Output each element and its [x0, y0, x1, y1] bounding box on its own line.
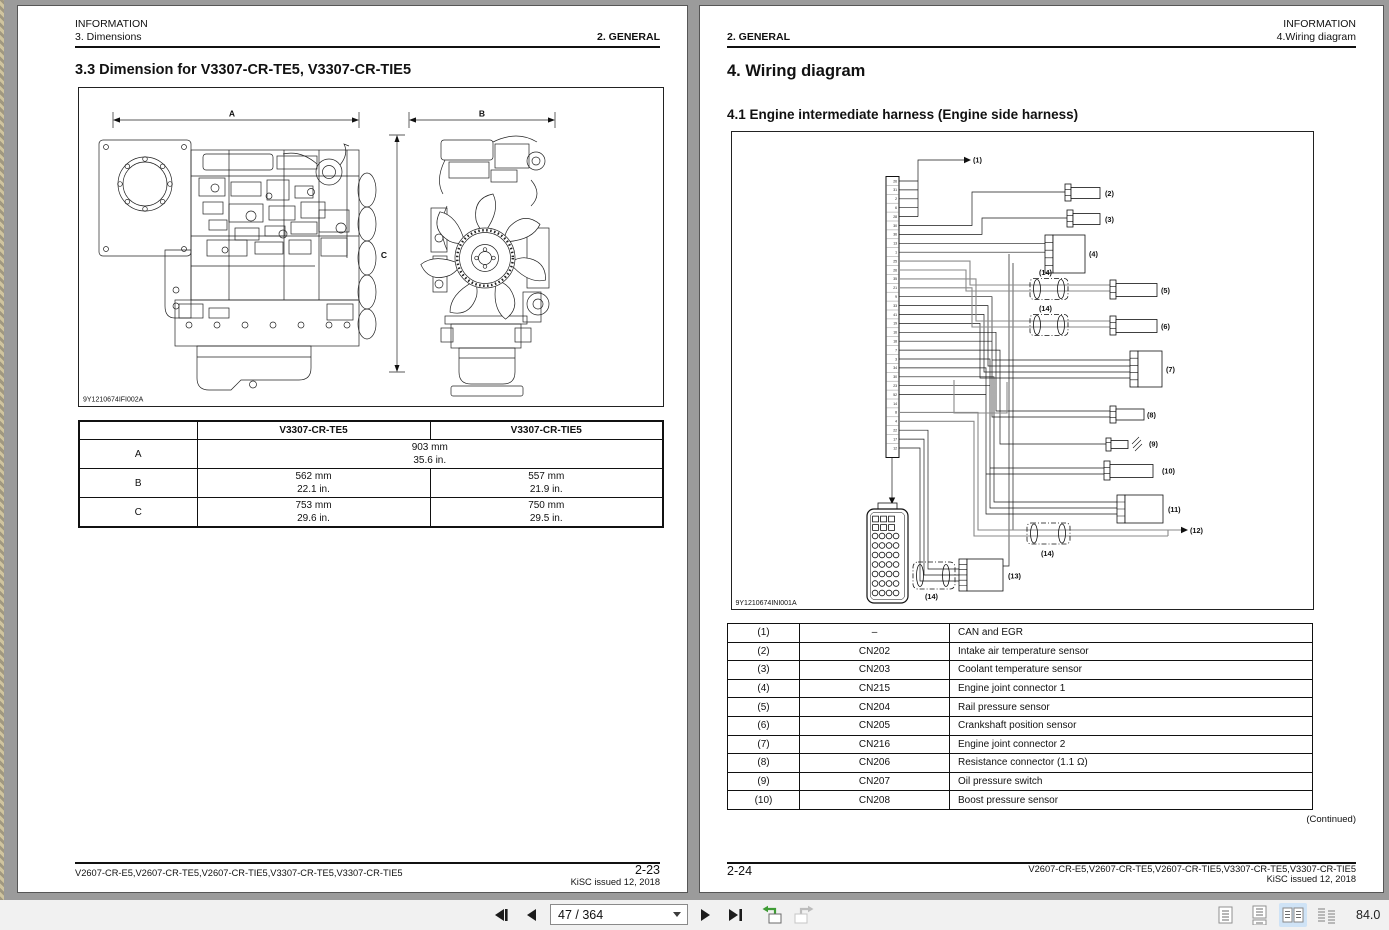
- strip-pin: 25: [893, 259, 897, 264]
- conn-no: (3): [728, 661, 800, 680]
- shield-sleeves: [913, 279, 1070, 590]
- chevron-down-icon[interactable]: [673, 912, 681, 917]
- conn-desc: Engine joint connector 1: [950, 679, 1313, 698]
- header-tie5-cell: V3307-CR-TIE5: [430, 421, 663, 440]
- row-b-label: B: [79, 469, 197, 498]
- wiring-label-12: (12): [1190, 526, 1203, 535]
- two-page-continuous-view-icon: [1315, 905, 1339, 925]
- conn-no: (10): [728, 791, 800, 810]
- table-row: [728, 642, 1313, 661]
- connector-table: [727, 623, 1313, 810]
- conn-no: (5): [728, 698, 800, 717]
- footer-page-number: 2-24: [727, 864, 753, 878]
- strip-pin: 1: [895, 250, 897, 255]
- strip-pin: 26: [893, 268, 897, 273]
- figure-code: 9Y1210674INI001A: [735, 600, 797, 607]
- wiring-label-10: (10): [1162, 466, 1175, 476]
- strip-pin: 22: [893, 428, 897, 433]
- desktop-edge-strip: [0, 0, 4, 930]
- pdf-viewer-toolbar: [0, 900, 1389, 930]
- conn-desc: Intake air temperature sensor: [950, 642, 1313, 661]
- strip-pin: 34: [893, 366, 897, 371]
- conn-id: CN203: [800, 661, 950, 680]
- table-row: [728, 716, 1313, 735]
- last-page-icon: [727, 908, 745, 922]
- strip-pin: 19: [893, 321, 897, 326]
- conn-id: CN202: [800, 642, 950, 661]
- conn-desc: Boost pressure sensor: [950, 791, 1313, 810]
- table-row: [728, 661, 1313, 680]
- strip-pin: 18: [893, 339, 897, 344]
- strip-pin: 13: [893, 241, 897, 246]
- two-page-view-button[interactable]: [1279, 903, 1307, 927]
- conn-desc: Engine joint connector 2: [950, 735, 1313, 754]
- wiring-label-5: (5): [1161, 286, 1170, 295]
- two-page-continuous-view-button[interactable]: [1313, 903, 1341, 927]
- strip-pin: 35: [893, 277, 897, 282]
- running-header-left: 2. GENERAL: [727, 31, 791, 43]
- row-b-te5-inch: 22.1 in.: [297, 484, 330, 495]
- single-page-view-button[interactable]: [1211, 903, 1239, 927]
- wiring-label-14b: (14): [1039, 304, 1052, 313]
- multipin-connector: [867, 503, 908, 603]
- header-info-label: INFORMATION: [75, 18, 148, 30]
- conn-id: CN204: [800, 698, 950, 717]
- pdf-page-left: [17, 5, 688, 893]
- conn-id: CN216: [800, 735, 950, 754]
- strip-pin: 36: [893, 232, 897, 237]
- conn-no: (8): [728, 754, 800, 773]
- strip-pin: 14: [893, 401, 897, 406]
- header-rule: [75, 46, 660, 48]
- previous-view-button[interactable]: [758, 905, 786, 925]
- header-info-label: INFORMATION: [1283, 18, 1356, 30]
- row-c-tie5-inch: 29.5 in.: [529, 513, 563, 524]
- wiring-label-3: (3): [1105, 215, 1114, 224]
- wiring-label-14a: (14): [1039, 268, 1052, 277]
- zoom-level-value[interactable]: 84.0: [1356, 908, 1381, 922]
- page-number-input[interactable]: [550, 904, 688, 925]
- wiring-label-14d: (14): [925, 592, 938, 601]
- row-b-te5-mm: 562 mm: [295, 471, 332, 482]
- row-a-inch: 35.6 in.: [413, 455, 447, 466]
- dim-label-c: C: [380, 250, 388, 260]
- wiring-label-11: (11): [1168, 505, 1181, 514]
- row-c-te5-inch: 29.6 in.: [297, 513, 330, 524]
- header-section-label: 3. Dimensions: [75, 31, 142, 43]
- row-c-label: C: [79, 498, 197, 528]
- figure-code: 9Y1210674IFI002A: [83, 396, 144, 404]
- wiring-label-8: (8): [1147, 410, 1156, 420]
- dim-label-b: B: [478, 108, 486, 119]
- wiring-label-13: (13): [1008, 571, 1021, 581]
- row-a-label: A: [79, 440, 197, 469]
- conn-desc: Coolant temperature sensor: [950, 661, 1313, 680]
- dimension-table: [78, 420, 664, 528]
- dimension-figure-box: [78, 87, 664, 407]
- conn-id: CN208: [800, 791, 950, 810]
- header-te5-cell: V3307-CR-TE5: [197, 421, 430, 440]
- conn-no: (7): [728, 735, 800, 754]
- table-header-row: [79, 421, 663, 440]
- row-b-te5: [197, 469, 430, 498]
- arrowhead-1: [964, 157, 971, 163]
- table-row: [728, 754, 1313, 773]
- footer-issued: KiSC issued 12, 2018: [1266, 874, 1356, 884]
- row-b-tie5: [430, 469, 663, 498]
- conn-no: (1): [728, 624, 800, 643]
- conn-id: –: [800, 624, 950, 643]
- conn-no: (9): [728, 772, 800, 791]
- two-page-view-icon: [1281, 905, 1305, 925]
- next-view-button[interactable]: [790, 905, 818, 925]
- conn-desc: Crankshaft position sensor: [950, 716, 1313, 735]
- row-b-tie5-mm: 557 mm: [528, 471, 565, 482]
- running-header-left: [75, 18, 148, 44]
- table-row: [728, 698, 1313, 717]
- row-c-tie5: [430, 498, 663, 528]
- strip-pin: 3: [895, 357, 897, 362]
- conn-desc: Resistance connector (1.1 Ω): [950, 754, 1313, 773]
- table-row: [728, 735, 1313, 754]
- row-c-te5: [197, 498, 430, 528]
- arrowhead-12: [1181, 527, 1188, 533]
- first-page-icon: [492, 908, 510, 922]
- table-row: [728, 791, 1313, 810]
- first-page-button[interactable]: [489, 905, 513, 925]
- page-title: 3.3 Dimension for V3307-CR-TE5, V3307-CR-TIE5: [75, 62, 412, 78]
- strip-pin: 6: [895, 206, 897, 210]
- table-row: [728, 772, 1313, 791]
- strip-pin: 8: [895, 410, 897, 415]
- strip-pin: 28: [893, 214, 897, 219]
- footer-page-number: 2-23: [634, 863, 660, 877]
- footer-models: V2607-CR-E5,V2607-CR-TE5,V2607-CR-TIE5,V3307-CR-TE5,V3307-CR-TIE5: [1028, 864, 1356, 874]
- row-c-te5-mm: 753 mm: [295, 500, 332, 511]
- conn-id: CN207: [800, 772, 950, 791]
- connector-pin-dividers: [882, 190, 1142, 586]
- running-header-right: 2. GENERAL: [596, 31, 660, 43]
- header-section-label: 4.Wiring diagram: [1276, 31, 1356, 43]
- row-a-mm: 903 mm: [411, 442, 448, 453]
- wiring-label-14c: (14): [1041, 549, 1054, 558]
- wiring-label-1: (1): [973, 155, 982, 165]
- page-number-value: 47 / 364: [558, 907, 604, 922]
- dim-label-a: A: [228, 108, 236, 119]
- continuous-view-button[interactable]: [1245, 903, 1273, 927]
- strip-pin: 12: [893, 446, 897, 451]
- strip-pin: 52: [893, 392, 897, 397]
- header-blank-cell: [79, 421, 197, 440]
- table-row-c: [79, 498, 663, 528]
- continued-note: (Continued): [1306, 814, 1356, 825]
- footer-right: [571, 863, 660, 887]
- wiring-label-7: (7): [1166, 365, 1175, 374]
- next-view-icon: [791, 905, 817, 925]
- table-row: [728, 624, 1313, 643]
- wiring-figure-box: [731, 131, 1314, 610]
- strip-pin: 26: [893, 179, 897, 184]
- strip-pin: 30: [893, 375, 897, 380]
- conn-desc: Rail pressure sensor: [950, 698, 1313, 717]
- strip-pin: 2: [895, 197, 897, 202]
- footer-issued: KiSC issued 12, 2018: [570, 877, 660, 887]
- table-row: [728, 679, 1313, 698]
- row-a-value: [197, 440, 663, 469]
- wiring-label-4: (4): [1089, 249, 1098, 259]
- previous-page-icon: [523, 908, 539, 922]
- strip-pin: 17: [893, 437, 897, 442]
- strip-pin: 31: [893, 188, 897, 193]
- wiring-diagram-figure: [732, 132, 1313, 609]
- next-page-icon: [698, 908, 714, 922]
- previous-view-icon: [759, 905, 785, 925]
- wiring-label-6: (6): [1161, 322, 1170, 331]
- row-b-tie5-inch: 21.9 in.: [529, 484, 563, 495]
- conn-desc: CAN and EGR: [950, 624, 1313, 643]
- strip-pin: 30: [893, 223, 897, 228]
- running-header-right: [1277, 18, 1356, 44]
- conn-no: (4): [728, 679, 800, 698]
- row-c-tie5-mm: 750 mm: [528, 500, 565, 511]
- strip-pin: 4: [895, 419, 897, 424]
- strip-pin: 41: [893, 312, 897, 317]
- strip-pin: 23: [893, 384, 897, 388]
- table-row-a: [79, 440, 663, 469]
- last-page-button[interactable]: [724, 905, 748, 925]
- conn-no: (2): [728, 642, 800, 661]
- conn-id: CN205: [800, 716, 950, 735]
- next-page-button[interactable]: [694, 905, 718, 925]
- strip-pin: 7: [895, 348, 897, 353]
- pdf-page-right: [699, 5, 1384, 893]
- strip-pin: 16: [893, 330, 897, 335]
- section-title: 4.1 Engine intermediate harness (Engine side harness): [727, 107, 1079, 122]
- engine-dimension-figure: [79, 88, 663, 406]
- wiring-label-2: (2): [1105, 189, 1114, 198]
- wiring-label-9: (9): [1149, 439, 1158, 449]
- conn-id: CN215: [800, 679, 950, 698]
- strip-pin: 33: [893, 303, 897, 308]
- footer-models: V2607-CR-E5,V2607-CR-TE5,V2607-CR-TIE5,V3307-CR-TE5,V3307-CR-TIE5: [75, 868, 403, 878]
- conn-no: (6): [728, 716, 800, 735]
- conn-desc: Oil pressure switch: [950, 772, 1313, 791]
- single-page-view-icon: [1214, 905, 1236, 925]
- header-rule: [727, 46, 1356, 48]
- continuous-view-icon: [1248, 905, 1270, 925]
- footer-right: [1028, 864, 1356, 884]
- table-row-b: [79, 469, 663, 498]
- chapter-title: 4. Wiring diagram: [727, 62, 866, 80]
- conn-id: CN206: [800, 754, 950, 773]
- strip-pin: 21: [893, 286, 897, 291]
- strip-pin: 9: [895, 295, 897, 299]
- previous-page-button[interactable]: [519, 905, 543, 925]
